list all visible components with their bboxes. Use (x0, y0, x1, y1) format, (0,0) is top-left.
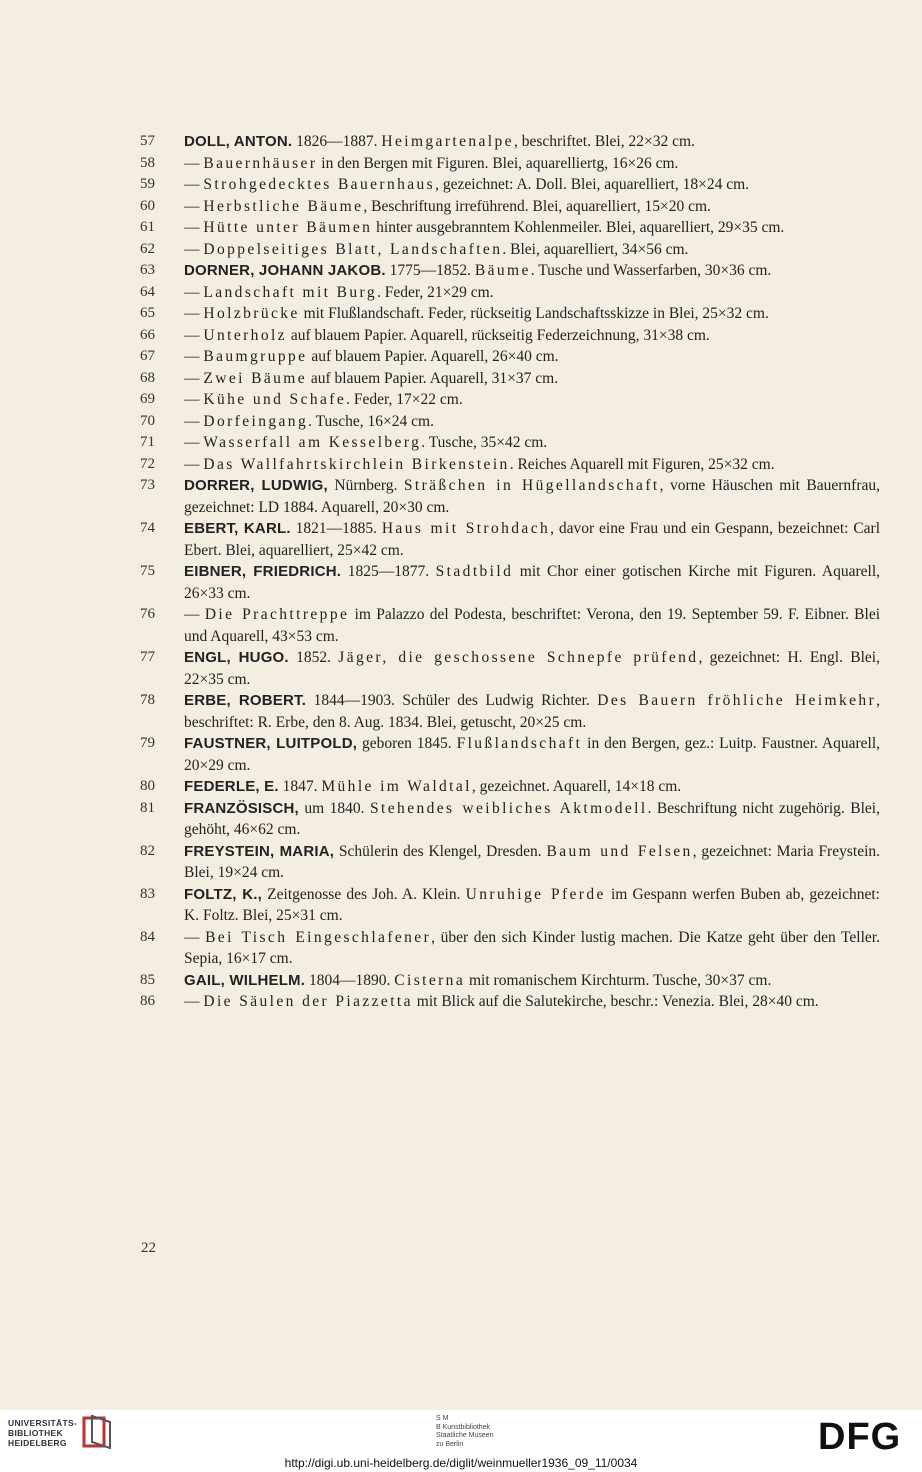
entry-number: 61 (140, 219, 155, 235)
catalog-entry (140, 561, 880, 604)
catalog-entry (140, 174, 880, 196)
artwork-title: Holzbrücke (203, 305, 300, 322)
catalog-entry (140, 927, 880, 970)
entry-text (184, 991, 880, 1013)
artwork-title: Strohgedecktes Bauernhaus (203, 176, 436, 193)
catalog-entry (140, 647, 880, 690)
artwork-title: Heimgartenalpe (381, 133, 514, 150)
entry-prefix: 1825—1877. (341, 563, 436, 580)
entry-text (184, 368, 880, 390)
artwork-title: Haus mit Strohdach (381, 520, 551, 537)
entry-text (184, 970, 880, 992)
artwork-title: Unterholz (203, 326, 287, 344)
catalog-entry (140, 411, 880, 433)
catalog-entry (140, 970, 880, 992)
catalog-entries (140, 131, 880, 1013)
entry-text (184, 389, 880, 411)
entry-details: , gezeichnet. Aquarell, 14×18 cm. (471, 778, 682, 795)
page-number: 22 (141, 1240, 156, 1256)
entry-text (184, 604, 880, 647)
entry-text (184, 282, 880, 304)
entry-prefix: 1847. (278, 778, 322, 795)
entry-number: 85 (140, 971, 155, 988)
entry-prefix: — (184, 305, 204, 322)
catalog-entry (140, 389, 880, 411)
entry-prefix: 1821—1885. (290, 520, 382, 537)
entry-text (184, 561, 880, 604)
entry-prefix: geboren 1845. (357, 735, 457, 752)
smb-line: B Kunstbibliothek (436, 1423, 491, 1431)
artwork-title: Dorfeingang (203, 412, 309, 430)
entry-number: 63 (140, 262, 155, 278)
artist-name: FEDERLE, E. (184, 778, 279, 795)
entry-text (184, 475, 880, 518)
entry-details: . Reiches Aquarell mit Figuren, 25×32 cm. (509, 455, 775, 473)
entry-text (184, 239, 880, 261)
catalog-entry (140, 239, 880, 261)
entry-details: , gezeichnet: Maria Freystein. Blei, 19×24 cm. (184, 842, 881, 881)
artist-name: DORRER, LUDWIG, (184, 477, 328, 494)
entry-details: . Tusche, 16×24 cm. (308, 412, 434, 430)
uni-line: BIBLIOTHEK (8, 1428, 63, 1438)
artwork-title: Bäume (474, 262, 531, 279)
artwork-title: Jäger, die geschossene Schnepfe prüfend (338, 649, 699, 666)
entry-prefix: Schülerin des Klengel, Dresden. (334, 842, 547, 860)
dfg-logo[interactable]: DFG (818, 1416, 902, 1458)
artwork-title: Sträßchen in Hügellandschaft (403, 477, 660, 494)
catalog-entry (140, 196, 880, 218)
entry-text (184, 798, 880, 841)
catalog-entry (140, 282, 880, 304)
entry-details: , über den sich Kinder lustig machen. Die Katze geht über den Teller. Sepia, 16×17 cm. (184, 928, 880, 967)
entry-text (184, 325, 880, 347)
artist-name: FRANZÖSISCH, (184, 799, 299, 817)
university-library-label[interactable] (8, 1418, 77, 1448)
artwork-title: Cisterna (394, 971, 466, 989)
entry-details: in den Bergen, gez.: Luitp. Faustner. Aquarell, 20×29 cm. (184, 735, 880, 774)
catalog-entry (140, 454, 880, 476)
entry-number: 58 (140, 154, 155, 171)
entry-prefix: — (184, 154, 204, 172)
artwork-title: Baumgruppe (203, 348, 308, 365)
entry-prefix: — (184, 240, 204, 258)
entry-details: im Gespann werfen Buben ab, gezeichnet: K. Foltz. Blei, 25×31 cm. (184, 885, 880, 924)
entry-details: mit romanischem Kirchturm. Tusche, 30×37 cm. (465, 971, 772, 989)
entry-number: 57 (140, 133, 155, 149)
entry-details: . Blei, aquarelliert, 34×56 cm. (502, 240, 689, 258)
entry-text (184, 432, 880, 454)
uni-line: HEIDELBERG (8, 1438, 67, 1448)
smb-line: zu Berlin (436, 1440, 464, 1448)
artwork-title: Doppelseitiges Blatt, Landschaften (203, 240, 503, 258)
artwork-title: Des Bauern fröhliche Heimkehr (597, 692, 877, 709)
artwork-title: Wasserfall am Kesselberg (203, 434, 422, 451)
entry-details: , davor eine Frau und ein Gespann, bezeichnet: Carl Ebert. Blei, aquarelliert, 25×42 cm. (184, 520, 881, 559)
entry-prefix: — (184, 219, 204, 236)
entry-details: , beschriftet. Blei, 22×32 cm. (513, 133, 695, 150)
entry-number: 71 (140, 434, 155, 450)
entry-number: 79 (140, 735, 155, 751)
entry-number: 86 (140, 993, 155, 1009)
artwork-title: Stadtbild (435, 563, 514, 580)
entry-prefix: um 1840. (298, 799, 371, 817)
source-url-link[interactable]: http://digi.ub.uni-heidelberg.de/diglit/weinmueller1936_09_11/0034 (284, 1456, 638, 1470)
entry-number: 69 (140, 391, 155, 407)
entry-details: , Beschriftung irreführend. Blei, aquarelliert, 15×20 cm. (363, 197, 711, 215)
catalog-entry (140, 131, 880, 153)
entry-details: hinter ausgebranntem Kohlenmeiler. Blei, aquarelliert, 29×35 cm. (372, 219, 785, 236)
entry-details: , vorne Häuschen mit Bauernfrau, gezeichnet: LD 1884. Aquarell, 20×30 cm. (184, 477, 881, 516)
entry-number: 78 (140, 692, 155, 708)
entry-details: . Beschriftung nicht zugehörig. Blei, gehöht, 46×62 cm. (184, 799, 880, 838)
entry-details: mit Chor einer gotischen Kirche mit Figuren. Aquarell, 26×33 cm. (184, 563, 880, 602)
entry-details: auf blauem Papier. Aquarell, rückseitig Federzeichnung, 31×38 cm. (286, 326, 710, 344)
smb-line: S M (436, 1415, 449, 1422)
entry-details: auf blauem Papier. Aquarell, 31×37 cm. (307, 369, 559, 387)
artwork-title: Herbstliche Bäume (203, 197, 364, 215)
entry-number: 64 (140, 283, 155, 300)
catalog-entry (140, 690, 880, 733)
artwork-title: Hütte unter Bäumen (203, 219, 373, 236)
entry-number: 80 (140, 778, 155, 794)
artwork-title: Die Prachttreppe (204, 606, 350, 623)
entry-text (184, 647, 880, 690)
entry-number: 67 (140, 348, 155, 364)
entry-details: auf blauem Papier. Aquarell, 26×40 cm. (307, 348, 559, 365)
entry-details: mit Flußlandschaft. Feder, rückseitig Landschaftsskizze in Blei, 25×32 cm. (299, 305, 769, 322)
entry-details: . Feder, 17×22 cm. (346, 391, 463, 408)
entry-number: 68 (140, 369, 155, 386)
artist-name: EIBNER, FRIEDRICH. (184, 563, 342, 580)
entry-text (184, 776, 880, 798)
entry-prefix: — (184, 326, 204, 344)
entry-prefix: — (184, 348, 204, 365)
catalog-entry (140, 841, 880, 884)
entry-prefix: — (184, 197, 204, 215)
entry-text (184, 153, 880, 175)
entry-text (184, 927, 880, 970)
entry-text (184, 303, 880, 325)
entry-prefix: — (184, 369, 204, 387)
catalog-entry (140, 153, 880, 175)
entry-prefix: Zeitgenosse des Joh. A. Klein. (262, 885, 466, 903)
entry-text (184, 518, 880, 561)
library-logo-icon[interactable] (82, 1414, 112, 1450)
catalog-entry (140, 346, 880, 368)
artist-name: FREYSTEIN, MARIA, (184, 842, 335, 860)
artwork-title: Stehendes weibliches Aktmodell (370, 799, 648, 817)
artwork-title: Unruhige Pferde (465, 885, 606, 903)
catalog-entry (140, 217, 880, 239)
entry-prefix: 1826—1887. (292, 133, 382, 150)
entry-prefix: — (184, 606, 205, 623)
entry-number: 60 (140, 197, 155, 214)
entry-number: 70 (140, 412, 155, 429)
entry-number: 74 (140, 520, 155, 536)
artwork-title: Bauernhäuser (203, 154, 318, 172)
entry-number: 75 (140, 563, 155, 579)
artwork-title: Die Säulen der Piazzetta (203, 993, 413, 1010)
catalog-entry (140, 733, 880, 776)
entry-text (184, 454, 880, 476)
artist-name: DOLL, ANTON. (184, 133, 293, 150)
entry-number: 83 (140, 885, 155, 902)
entry-text (184, 733, 880, 776)
entry-details: . Feder, 21×29 cm. (376, 283, 494, 301)
entry-text (184, 884, 880, 927)
entry-text (184, 217, 880, 239)
entry-prefix: — (184, 176, 204, 193)
entry-text (184, 841, 880, 884)
entry-number: 76 (140, 606, 155, 622)
entry-text (184, 260, 880, 282)
entry-prefix: Nürnberg. (327, 477, 404, 494)
artwork-title: Zwei Bäume (203, 369, 308, 387)
entry-text (184, 346, 880, 368)
entry-details: , gezeichnet: A. Doll. Blei, aquarelliert, 18×24 cm. (435, 176, 750, 193)
entry-details: im Palazzo del Podesta, beschriftet: Verona, den 19. September 59. F. Eibner. Blei und Aquarell, 43×53 cm. (184, 606, 880, 645)
entry-prefix: — (184, 928, 206, 946)
artwork-title: Das Wallfahrtskirchlein Birkenstein (203, 455, 510, 473)
artist-name: ERBE, ROBERT. (184, 692, 307, 709)
entry-text (184, 411, 880, 433)
entry-text (184, 196, 880, 218)
entry-number: 81 (140, 799, 155, 816)
entry-prefix: — (184, 412, 204, 430)
entry-number: 77 (140, 649, 155, 665)
catalog-entry (140, 432, 880, 454)
catalog-entry (140, 884, 880, 927)
entry-number: 66 (140, 326, 155, 343)
entry-details: mit Blick auf die Salutekirche, beschr.: Venezia. Blei, 28×40 cm. (412, 993, 819, 1010)
smb-line: Staatliche Museen (436, 1432, 494, 1439)
entry-text (184, 131, 880, 153)
catalog-entry (140, 368, 880, 390)
entry-number: 65 (140, 305, 155, 321)
catalog-entry (140, 991, 880, 1013)
catalog-entry (140, 776, 880, 798)
museum-label[interactable] (436, 1415, 494, 1449)
artwork-title: Kühe und Schafe (203, 391, 347, 408)
artist-name: ENGL, HUGO. (184, 649, 289, 666)
entry-text (184, 690, 880, 733)
artist-name: FAUSTNER, LUITPOLD, (184, 735, 358, 752)
uni-line: UNIVERSITÄTS- (8, 1418, 78, 1428)
artwork-title: Flußlandschaft (456, 735, 583, 752)
entry-number: 84 (140, 928, 155, 945)
artist-name: FOLTZ, K., (184, 885, 262, 903)
entry-number: 72 (140, 455, 155, 472)
artist-name: DORNER, JOHANN JAKOB. (184, 262, 386, 279)
catalog-entry (140, 604, 880, 647)
entry-prefix: 1844—1903. Schüler des Ludwig Richter. (306, 692, 598, 709)
entry-details: . Tusche und Wasserfarben, 30×36 cm. (530, 262, 772, 279)
entry-details: , gezeichnet: H. Engl. Blei, 22×35 cm. (184, 649, 880, 688)
artwork-title: Mühle im Waldtal (321, 778, 472, 795)
entry-prefix: 1775—1852. (385, 262, 475, 279)
entry-number: 62 (140, 240, 155, 257)
entry-number: 73 (140, 477, 155, 493)
entry-number: 59 (140, 176, 155, 192)
entry-prefix: — (184, 283, 204, 301)
catalog-entry (140, 303, 880, 325)
catalog-entry (140, 798, 880, 841)
entry-details: , beschriftet: R. Erbe, den 8. Aug. 1834. Blei, getuscht, 20×25 cm. (184, 692, 881, 731)
entry-prefix: 1852. (288, 649, 339, 666)
entry-number: 82 (140, 842, 155, 859)
artist-name: GAIL, WILHELM. (184, 971, 306, 989)
artwork-title: Baum und Felsen (546, 842, 693, 860)
entry-prefix: — (184, 391, 204, 408)
catalog-entry (140, 325, 880, 347)
entry-details: in den Bergen mit Figuren. Blei, aquarelliertg, 16×26 cm. (317, 154, 679, 172)
catalog-entry (140, 475, 880, 518)
entry-prefix: — (184, 993, 204, 1010)
entry-text (184, 174, 880, 196)
entry-prefix: 1804—1890. (305, 971, 395, 989)
artwork-title: Landschaft mit Burg (203, 283, 377, 301)
catalog-entry (140, 518, 880, 561)
artwork-title: Bei Tisch Eingeschlafener (205, 928, 432, 946)
catalog-entry (140, 260, 880, 282)
entry-details: . Tusche, 35×42 cm. (421, 434, 548, 451)
entry-prefix: — (184, 434, 204, 451)
entry-prefix: — (184, 455, 204, 473)
artist-name: EBERT, KARL. (184, 520, 291, 537)
